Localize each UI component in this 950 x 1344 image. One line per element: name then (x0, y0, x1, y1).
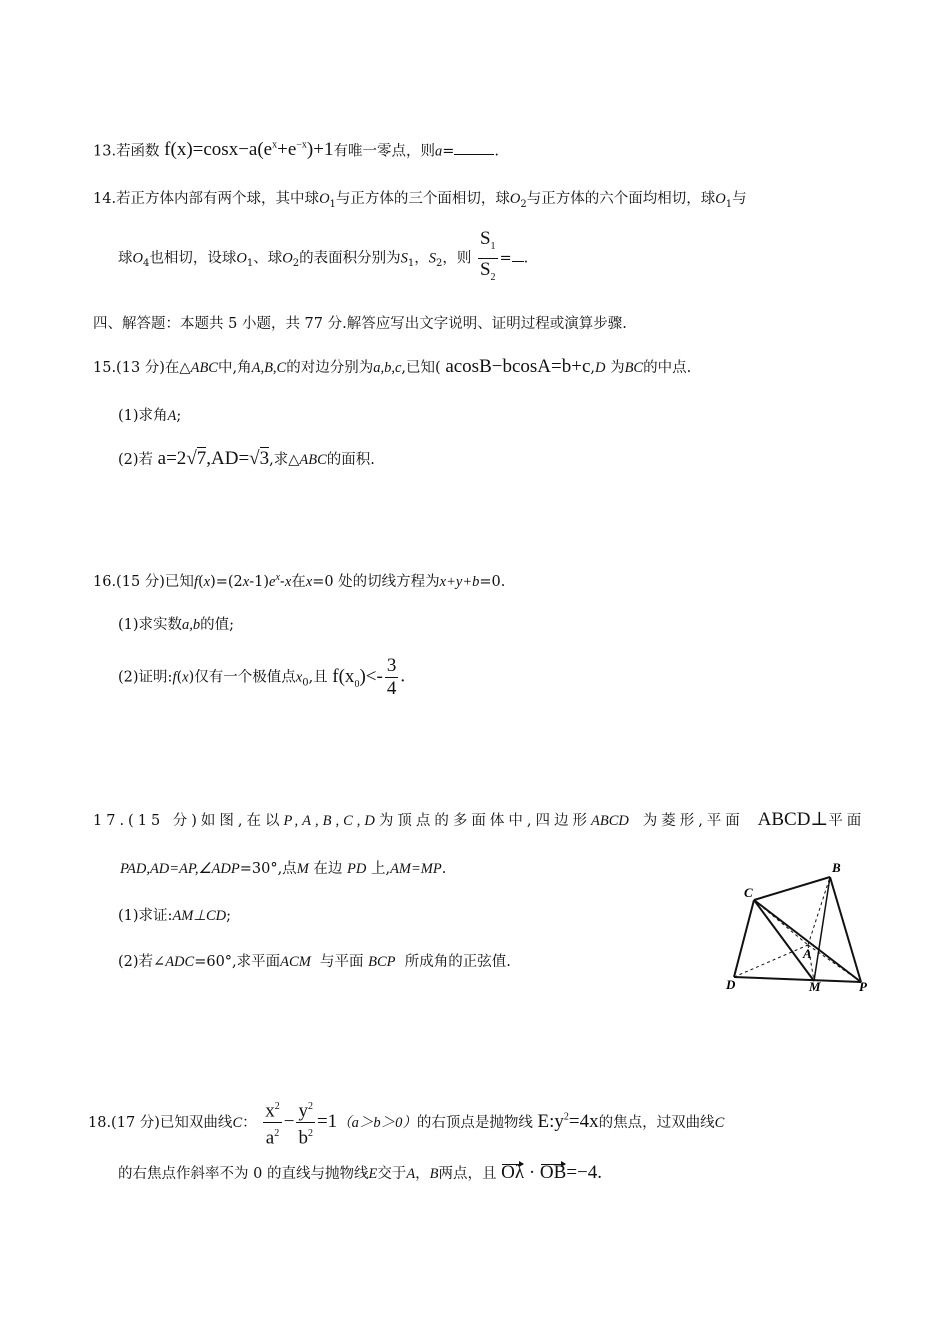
q13-tail: 有唯一零点，则 (333, 143, 435, 160)
q13-end: . (494, 143, 499, 160)
question-16: 16.(15 分)已知$f(x)=(2x-1)e^x-x$在x=0 处的切线方程为x+y+b=0. (93, 572, 506, 590)
question-13 (93, 136, 499, 161)
q13-formula: $f(x)=\cos x-a(e^x+e^{-x})+1$ (164, 139, 334, 161)
q16-fraction: $\frac{3}{4}$ (386, 655, 397, 699)
label-C: C (744, 885, 753, 900)
question-18: 18.(17 分)已知双曲线C： $\frac{x^2}{a^2}$ − $\frac{y^2}{b^2}$ =1（a＞b＞0）的右顶点是抛物线 $E:y^2=4x$的焦点，过双曲线C (88, 1096, 724, 1150)
q18-parabola: $E:y^2=4x$ (537, 1110, 599, 1132)
edge-CB (754, 877, 830, 900)
section-4-heading: 四、解答题：本题共 5 小题，共 77 分.解答应写出文字说明、证明过程或演算步骤. (93, 316, 627, 332)
label-D: D (726, 977, 736, 992)
q18-vector-expression: Oλ · OB=−4. (501, 1162, 602, 1183)
q15-part-2-formula: a=2√7,AD=√3 (157, 448, 270, 469)
edge-CD (734, 900, 754, 977)
label-P: P (859, 979, 867, 994)
edge-CP (754, 900, 861, 982)
q15-formula: acosB−bcosA=b+c (445, 356, 591, 377)
label-A: A (803, 946, 812, 961)
q16-part-2: (2)证明:f(x)仅有一个极值点$x_0$,且 $f(x_0)<-$ $\frac{3}{4}$ . (118, 655, 406, 699)
q13-answer-blank (454, 140, 494, 155)
edge-BP (830, 877, 861, 982)
q16-part-2-formula: $f(x_0)<-$ (332, 665, 383, 690)
q13-number: 13. (93, 143, 117, 160)
polyhedron-figure (718, 855, 878, 995)
q17-part-1: (1)求证:AM⊥CD; (118, 908, 232, 924)
label-M: M (809, 979, 821, 994)
q18-fraction-y: $\frac{y^2}{b^2}$ (296, 1096, 315, 1150)
edge-CM (754, 900, 814, 981)
edge-DP (734, 977, 861, 982)
edge-AB (808, 877, 830, 945)
question-14-line-1: 14.若正方体内部有两个球，其中球$O_1$与正方体的三个面相切，球$O_2$与正方体的六个面均相切，球$O_1$与 (93, 191, 747, 210)
q15-part-1: (1)求角A; (118, 408, 182, 424)
q18-line-2: 的右焦点作斜率不为 0 的直线与抛物线E交于A，B两点，且 Oλ · OB=−4. (118, 1162, 602, 1183)
q16-part-1: (1)求实数a,b的值; (118, 617, 235, 633)
label-B: B (832, 860, 841, 875)
edge-DA (734, 945, 808, 977)
q13-text: 若函数 (116, 143, 160, 160)
q13-var: a (434, 143, 443, 160)
question-17: 17.(15 分)如图,在以P,A,B,C,D为顶点的多面体中,四边形ABCD 为菱形,平面 ABCD⊥平面 (93, 809, 866, 830)
q18-fraction-x: $\frac{x^2}{a^2}$ (263, 1096, 282, 1150)
q13-eq: = (442, 143, 455, 160)
question-14-line-2: 球$O_4$也相切，设球$O_1$、球$O_2$的表面积分别为$S_1$，$S_2$，则 $\frac{S_1}{S_2}$ = . (118, 228, 528, 289)
q14-fraction: $\frac{S_1}{S_2}$ (479, 228, 496, 283)
q17-line-2: PAD,AD=AP,∠ADP=30°,点M 在边 PD 上,AM=MP. (120, 861, 447, 877)
q17-part-2: (2)若∠ADC=60°,求平面ACM 与平面 BCP 所成角的正弦值. (118, 954, 511, 970)
q14-answer-blank (512, 247, 524, 262)
edge-MB (814, 877, 830, 981)
question-15: 15.(13 分)在△ABC中,角A,B,C的对边分别为a,b,c,已知( acosB−bcosA=b+c,D 为BC的中点. (93, 356, 692, 377)
q15-part-2: (2)若 a=2√7,AD=√3,求△ABC的面积. (118, 448, 375, 469)
